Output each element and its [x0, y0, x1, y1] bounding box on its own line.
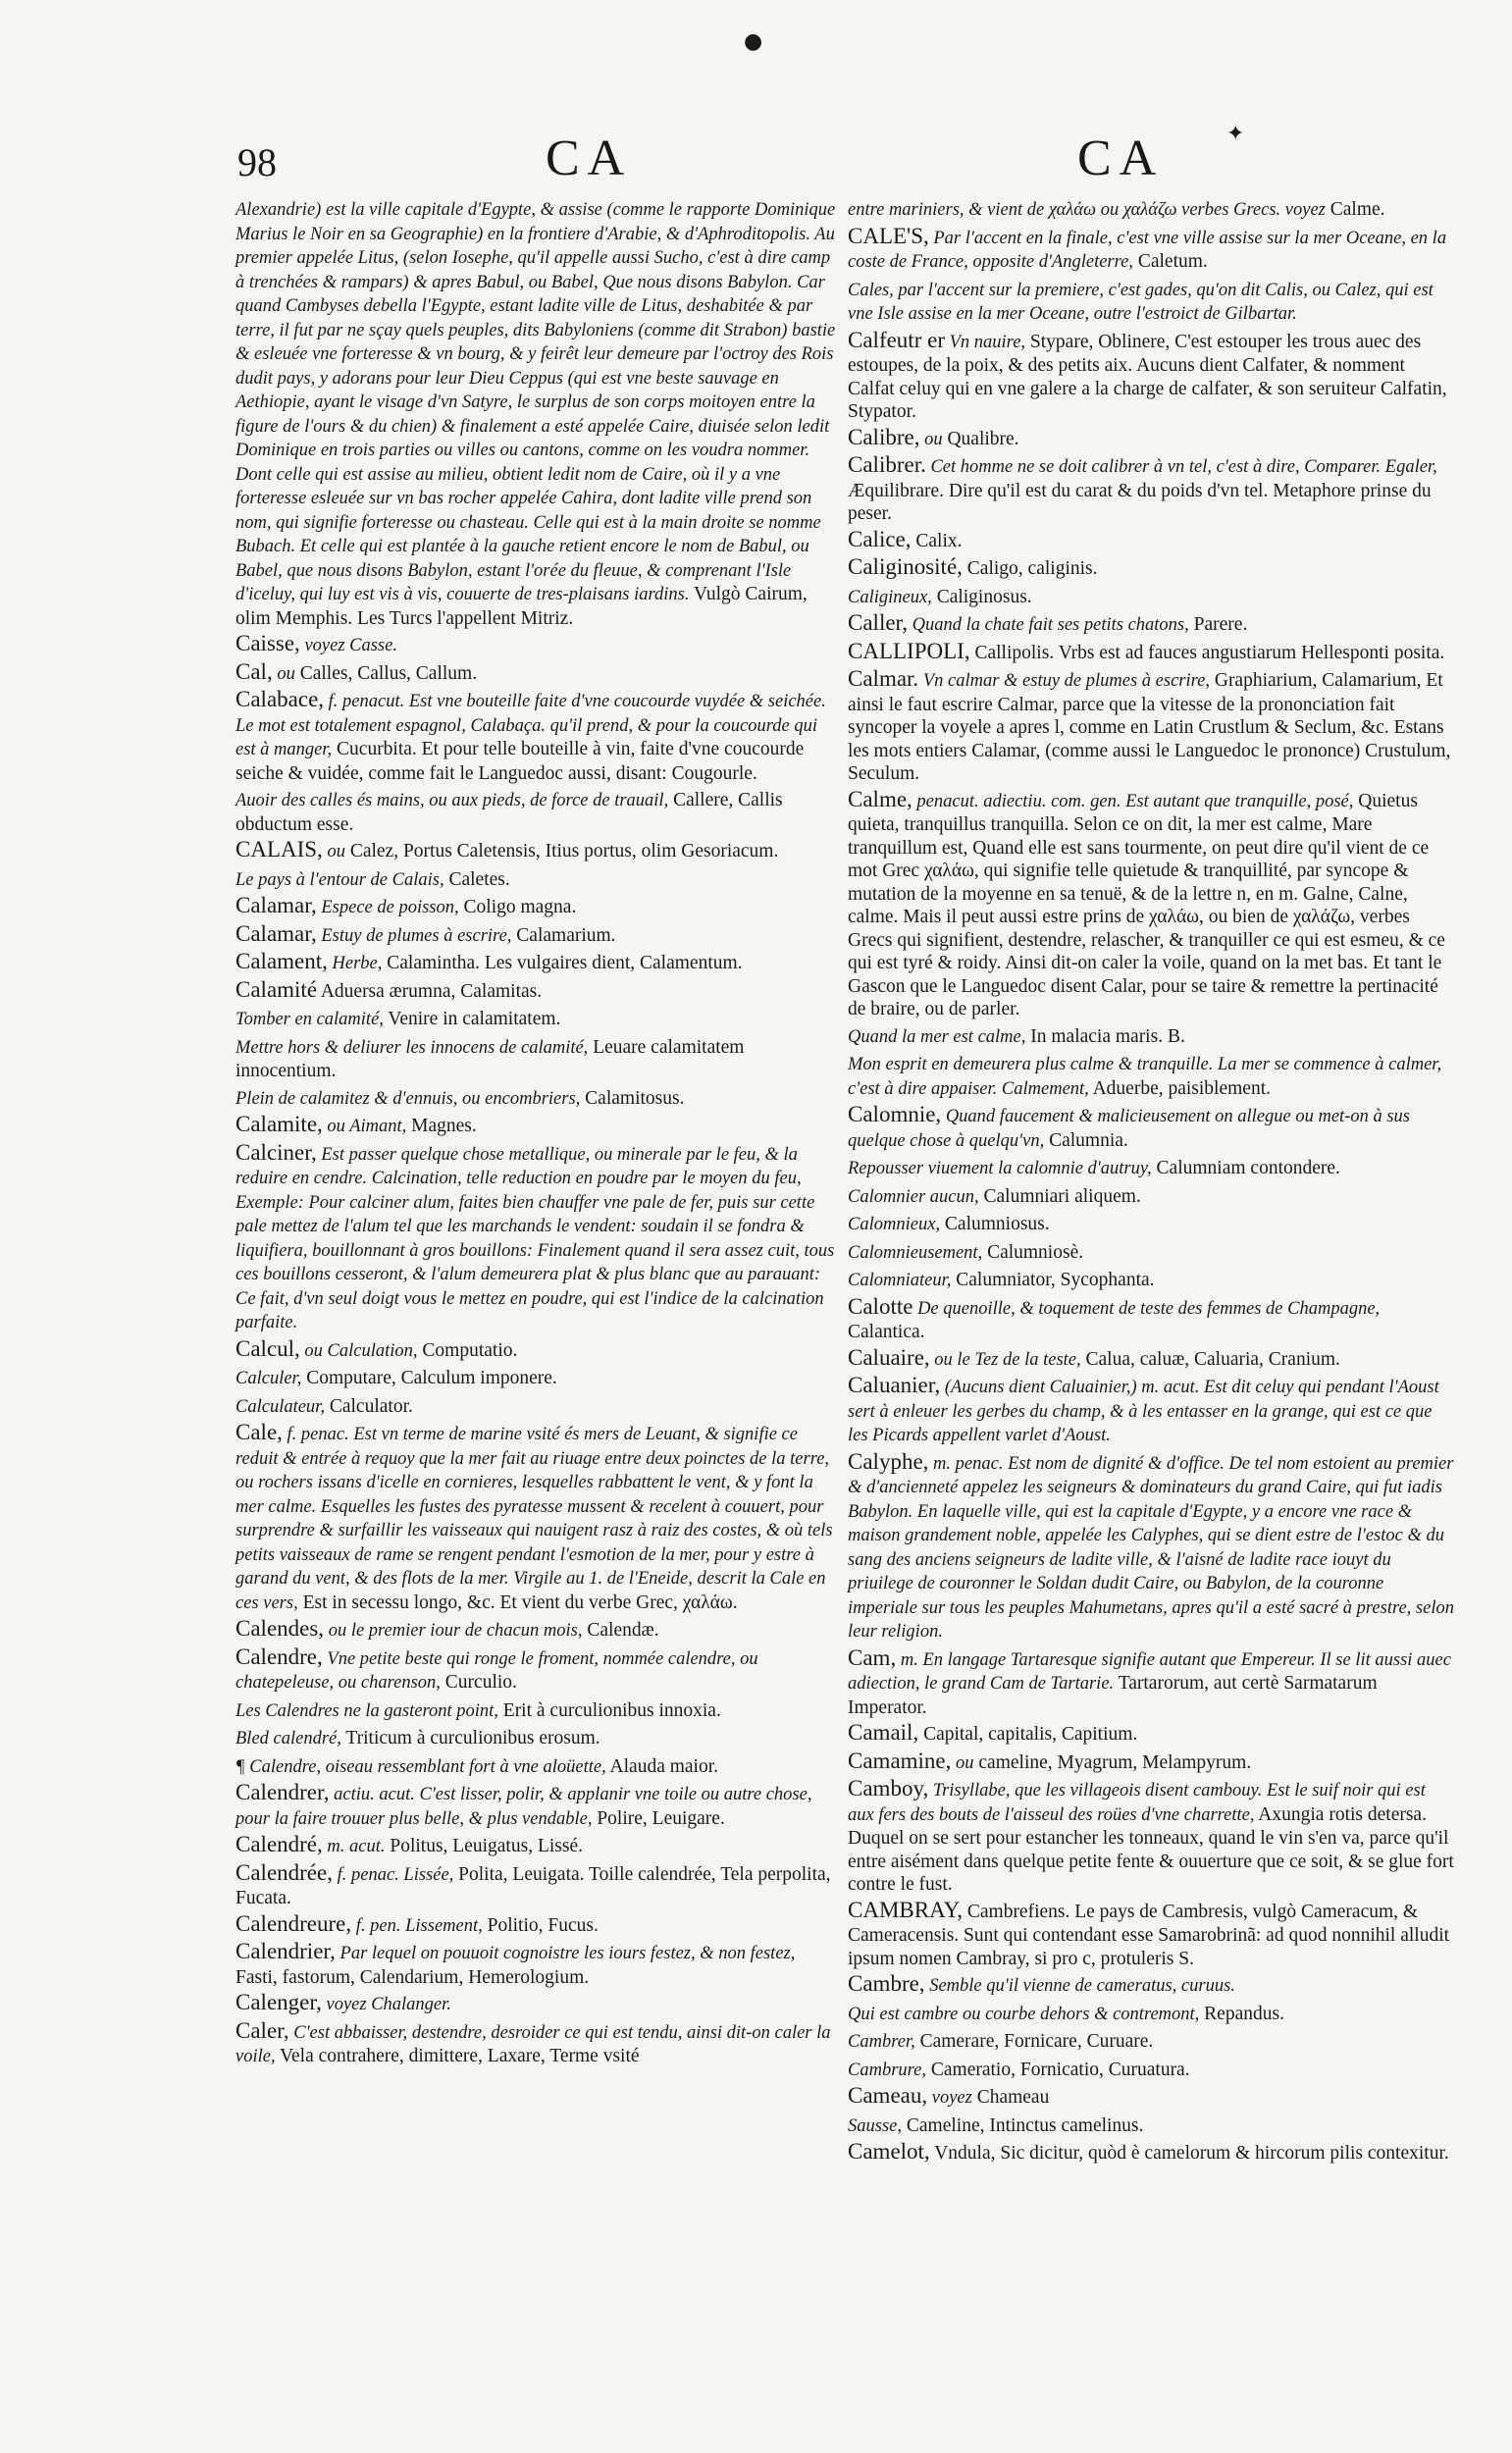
- page-number: 98: [237, 140, 277, 184]
- entry-latin-text: Qualibre.: [942, 428, 1019, 449]
- entry-latin-text: Caletum.: [1132, 251, 1208, 272]
- entry-french-text: Trisyllabe, que les villageois disent cambouy. Est le suif noir qui est aux fers des bouts de l'aisseul des roües d'vne charrette,: [848, 1781, 1426, 1825]
- dictionary-entry: [235, 1393, 842, 1420]
- entry-latin-text: Graphiarium, Calamarium, Et ainsi le faut escrire Calmar, parce que la vitesse de la prononciation fait syncoper la voyele a apres l, comme en Latin Crustlum & Seclum, &c. Estans les mots entiers Calamar, (comme aussi le Languedoc le prononce) Crustulum, Seculum.: [848, 670, 1451, 784]
- entry-headword: Calendrer,: [235, 1780, 330, 1804]
- entry-latin-text: Computare, Calculum imponere.: [301, 1368, 557, 1388]
- entry-french-text: Vne petite beste qui ronge le froment, nommée calendre, ou chatepeleuse, ou charenson,: [235, 1648, 758, 1693]
- dictionary-entry: [848, 528, 1454, 554]
- entry-french-text: f. penacut. Est vne bouteille faite d'vne coucourde vuydée & seichée. Le mot est totalement espagnol, Calabaça. qu'il prend, & pour la coucourde qui est à manger,: [235, 692, 826, 759]
- entry-french-text: De quenoille, & toquement de teste des femmes de Champagne,: [912, 1298, 1381, 1319]
- dictionary-entry: [235, 632, 842, 658]
- entry-headword: Caliginosité,: [848, 554, 963, 579]
- entry-headword: Calotte: [848, 1293, 913, 1319]
- right-column: [848, 196, 1454, 2168]
- entry-latin-text: Axungia rotis detersa. Duquel on se sert pour estancher les tonneaux, quand le vin s'en va, parce qu'il entre aisément dans quelque petite fente & ouuerture que ce soit, & se glue fort contre le fust.: [848, 1803, 1454, 1895]
- running-head-right: CA: [1077, 130, 1165, 186]
- entry-latin-text: Calculator.: [324, 1395, 413, 1417]
- dictionary-entry: [848, 1103, 1454, 1153]
- entry-french-text: Le pays à l'entour de Calais,: [235, 869, 444, 890]
- entry-french-text: Calculateur,: [235, 1396, 325, 1417]
- entry-headword: Caluaire,: [848, 1344, 930, 1370]
- dictionary-entry: [235, 1991, 842, 2017]
- entry-headword: Calamar,: [235, 893, 317, 917]
- entry-headword: CALLIPOLI,: [848, 638, 970, 663]
- entry-latin-text: Cucurbita. Et pour telle bouteille à vin, faite d'vne coucourde seiche & vuidée, comme fait le Languedoc aussi, disant: Cougourle.: [235, 739, 805, 784]
- entry-french-text: Quand faucement & malicieusement on allegue ou met-on à sus quelque chose à quelqu'vn,: [848, 1107, 1411, 1151]
- entry-latin-text: Caligo, caliginis.: [962, 558, 1098, 579]
- entry-french-text: Alexandrie) est la ville capitale d'Egypte, & assise (comme le rapporte Dominique Marius le Noir en sa Geographie) en la frontiere d'Arabie, & d'Aphroditopolis. Au premier appelée Litus, (selon Iosephe, qu'il appelle aussi Sucho, c'est à dire camp à trenchées & rampars) & apres Babul, ou Babel, Que nous disons Babylon. Car quand Cambyses debella l'Egypte, estant ladite ville de Litus, deshabitée & par terre, il fut par ne sçay quels peuples, dits Babyloniens (comme dit Strabon) bastie & esleuée vne forteresse & vn bourg, & y feirêt leur demeure par l'octroy des Rois dudit pays, y adorans pour leur Dieu Ceppus (qui est vne beste sauvage en Aethiopie, ayant le visage d'vn Satyre, le surplus de son corps moitoyen entre la figure de l'ours & du chien) & finalement a esté appelée Caire, diuisée selon ledit Dominique en trois parties ou villes ou cantons, comme on les voudra nommer. Dont celle qui est assise au milieu, obtient ledit nom de Caire, où il y a vne forteresse esleuée sur vn bas rocher appelée Cahira, dont ladite ville prend son nom, qui signifie forteresse ou chasteau. Celle qui est à la main droite se nomme Bubach. Et celle qui est plantée à la gauche retient encore le nom de Babul, ou Babel, que nous disons Babylon, estant l'orée du fleuue, & comprenant l'Isle d'iceluy, qui luy est vis à vis, couuerte de tres-plaisans iardins.: [235, 200, 836, 604]
- entry-french-text: ou: [951, 1752, 974, 1773]
- dictionary-entry: [235, 1781, 842, 1831]
- dictionary-entry: [235, 1337, 842, 1364]
- entry-headword: Calenger,: [235, 1990, 322, 2014]
- entry-french-text: ou le premier iour de chacun mois,: [324, 1621, 583, 1641]
- entry-french-text: f. penac. Lissée,: [332, 1864, 454, 1885]
- entry-french-text: actiu. acut. C'est lisser, polir, & applanir vne toile ou autre chose, pour la faire trouuer plus belle, & plus vendable,: [235, 1785, 812, 1829]
- entry-french-text: Semble qu'il vienne de cameratus, curuus.: [924, 1976, 1235, 1996]
- entry-french-text: Les Calendres ne la gasteront point,: [235, 1700, 498, 1721]
- entry-headword: Calibrer.: [848, 452, 926, 477]
- dictionary-entry: [235, 660, 842, 687]
- entry-headword: Cambre,: [848, 1971, 925, 1996]
- dictionary-entry: [848, 2084, 1454, 2111]
- dictionary-entry: [235, 1113, 842, 1139]
- entry-latin-text: Computatio.: [417, 1339, 518, 1361]
- dictionary-entry: [848, 788, 1454, 1021]
- entry-latin-text: Parere.: [1188, 614, 1248, 635]
- dictionary-entry: [848, 611, 1454, 638]
- entry-french-text: entre mariniers, & vient de χαλάω ou χαλάζω verbes Grecs. voyez: [848, 200, 1326, 220]
- entry-french-text: Quand la chate fait ses petits chatons,: [908, 615, 1189, 635]
- entry-french-text: Calculer,: [235, 1369, 302, 1388]
- entry-latin-text: Calumniam contondere.: [1151, 1158, 1340, 1178]
- entry-latin-text: Chameau: [971, 2087, 1050, 2108]
- dictionary-entry: [235, 1912, 842, 1939]
- entry-latin-text: Repandus.: [1199, 2003, 1284, 2024]
- entry-headword: Calabace,: [235, 687, 325, 711]
- entry-latin-text: Fasti, fastorum, Calendarium, Hemerologium.: [235, 1966, 590, 1988]
- entry-latin-text: In malacia maris. B.: [1025, 1025, 1185, 1047]
- entry-french-text: Par l'accent en la finale, c'est vne ville assise sur la mer Oceane, en la coste de France, opposite d'Angleterre,: [848, 228, 1447, 272]
- dictionary-entry: [848, 453, 1454, 526]
- entry-latin-text: Calumnia.: [1044, 1129, 1128, 1151]
- entry-french-text: Calomnieusement,: [848, 1242, 983, 1263]
- entry-latin-text: Cameline, Intinctus camelinus.: [902, 2114, 1144, 2136]
- dictionary-entry: [848, 2001, 1454, 2027]
- entry-french-text: ou: [919, 429, 943, 449]
- entry-latin-text: Polita, Leuigata. Toille calendrée, Tela perpolita, Fucata.: [235, 1863, 831, 1908]
- dictionary-entry: [848, 1721, 1454, 1748]
- entry-french-text: Calomnier aucun,: [848, 1186, 979, 1207]
- entry-headword: Cale,: [235, 1420, 283, 1444]
- dictionary-entry: [235, 1833, 842, 1859]
- entry-french-text: ¶ Calendre, oiseau ressemblant fort à vne aloüette,: [235, 1756, 606, 1777]
- dictionary-entry: [848, 196, 1454, 223]
- entry-headword: Calibre,: [848, 424, 920, 449]
- entry-french-text: Espece de poisson,: [316, 898, 459, 917]
- entry-french-text: Qui est cambre ou courbe dehors & contremont,: [848, 2004, 1200, 2024]
- dictionary-entry: [848, 584, 1454, 610]
- ornament-mark: ●: [744, 29, 763, 54]
- dictionary-entry: [848, 1450, 1454, 1644]
- entry-latin-text: cameline, Myagrum, Melampyrum.: [973, 1751, 1252, 1773]
- entry-latin-text: Calamarium.: [511, 924, 616, 946]
- dictionary-entry: [235, 1753, 842, 1780]
- entry-latin-text: Calumniosè.: [982, 1241, 1084, 1263]
- dictionary-entry: [848, 277, 1454, 327]
- entry-latin-text: Vndula, Sic dicitur, quòd è camelorum & hircorum pilis contexitur.: [929, 2143, 1449, 2164]
- entry-latin-text: Calamintha. Les vulgaires dient, Calamentum.: [382, 953, 743, 973]
- dictionary-entry: [848, 640, 1454, 666]
- dictionary-entry: [848, 1749, 1454, 1776]
- entry-latin-text: Curculio.: [440, 1672, 517, 1693]
- entry-headword: Calyphe,: [848, 1448, 929, 1474]
- entry-latin-text: Vela contrahere, dimittere, Laxare, Terme vsité: [275, 2046, 640, 2066]
- entry-french-text: Cambrure,: [848, 2060, 926, 2080]
- entry-french-text: f. penac. Est vn terme de marine vsité és mers de Leuant, & signifie ce reduit & entrée à requoy que la mer fait au riuage entre deux poinctes de la terre, ou rochers issans d'icelle en cornieres, lesquelles rabbattent le vent, & y font la mer calme. Esquelles les fustes des pyratesse mussent & recelent à couuert, pour surprendre & surfaillir les vaisseaux qui nauigent rasz à raiz des costes, & où tels petits vaisseaux de rame se rengent pendant l'esmotion de la mer, pour y estre à garand du vent, & des flots de la mer. Virgile au 1. de l'Eneide, descrit la Cale en ces vers,: [235, 1425, 833, 1613]
- entry-french-text: Sausse,: [848, 2115, 902, 2136]
- entry-headword: Camail,: [848, 1720, 919, 1745]
- entry-headword: Calamite,: [235, 1112, 323, 1136]
- entry-latin-text: Caliginosus.: [931, 586, 1032, 607]
- entry-latin-text: Cambrefiens. Le pays de Cambresis, vulgò Cameracum, & Cameracensis. Sunt qui contendant esse Samarobrinã: ad quod nonnihil alludit ipsum nomen Cambray, si pro c, protuleris S.: [848, 1901, 1450, 1969]
- entry-headword: Calendes,: [235, 1616, 325, 1641]
- entry-french-text: Calomniateur,: [848, 1271, 952, 1290]
- dictionary-entry: [235, 1365, 842, 1391]
- entry-latin-text: Calles, Callus, Callum.: [294, 662, 478, 684]
- entry-headword: Calfeutr er: [848, 327, 945, 352]
- entry-french-text: Est passer quelque chose metallique, ou minerale par le feu, & la reduire en cendre. Calcination, telle reduction en poudre par le moyen du feu, Exemple: Pour calciner alum, faites bien chauffer vne pale de fer, puis sur cette pale mettez de l'alum tel que les marchands le vendent: soudain il se fondra & liquifiera, bouillonnant à gros bouillons: Finalement quand il sera assez cuit, tous ces bouillons cesseront, & l'alum demeurera plat & plus blanc que au parauant: Ce fait, d'vn seul doigt vous le mettez en poudre, qui est l'indice de la calcination parfaite.: [235, 1144, 835, 1332]
- dictionary-entry: [848, 1239, 1454, 1266]
- dictionary-entry: [235, 1006, 842, 1032]
- dictionary-entry: [848, 1346, 1454, 1373]
- entry-french-text: Cambrer,: [848, 2032, 915, 2052]
- dictionary-entry: [235, 1141, 842, 1335]
- entry-headword: CAMBRAY,: [848, 1897, 963, 1922]
- entry-french-text: voyez: [927, 2088, 972, 2108]
- dictionary-entry: [848, 426, 1454, 452]
- entry-latin-text: Calendæ.: [582, 1620, 659, 1641]
- entry-headword: Calendré,: [235, 1832, 323, 1856]
- dictionary-entry: [848, 225, 1454, 275]
- entry-french-text: Auoir des calles és mains, ou aux pieds, de force de trauail,: [235, 791, 669, 810]
- dictionary-entry: [848, 1051, 1454, 1101]
- entry-headword: Calendrier,: [235, 1939, 336, 1963]
- dictionary-entry: [235, 1421, 842, 1615]
- entry-headword: Calendrée,: [235, 1859, 333, 1885]
- dictionary-entry: [848, 1295, 1454, 1344]
- entry-latin-text: Camerare, Fornicare, Curuare.: [914, 2031, 1154, 2052]
- dictionary-entry: [848, 1374, 1454, 1448]
- entry-headword: Cal,: [235, 658, 273, 684]
- dictionary-entry: [235, 1725, 842, 1751]
- entry-latin-text: Aduersa ærumna, Calamitas.: [317, 980, 543, 1002]
- dictionary-entry: [848, 1023, 1454, 1050]
- entry-latin-text: Vulgò Cairum, olim Memphis. Les Turcs l'appellent Mitriz.: [235, 584, 808, 629]
- entry-latin-text: Leuare calamitatem innocentium.: [235, 1036, 745, 1081]
- entry-headword: CALAIS,: [235, 837, 323, 861]
- entry-french-text: Caligineux,: [848, 587, 932, 607]
- dictionary-entry: [235, 688, 842, 785]
- entry-headword: Calament,: [235, 949, 328, 973]
- entry-french-text: penacut. adiectiu. com. gen. Est autant que tranquille, posé,: [912, 791, 1354, 811]
- entry-french-text: f. pen. Lissement,: [351, 1915, 483, 1936]
- dictionary-entry: [848, 1777, 1454, 1897]
- entry-headword: Camelot,: [848, 2139, 930, 2164]
- entry-headword: Camamine,: [848, 1748, 952, 1773]
- entry-french-text: ou le Tez de la teste,: [929, 1349, 1081, 1370]
- dictionary-entry: [235, 838, 842, 864]
- entry-headword: Calice,: [848, 526, 912, 551]
- entry-latin-text: Caletes.: [443, 868, 510, 890]
- entry-headword: Calamar,: [235, 920, 317, 946]
- entry-french-text: Vn nauire,: [944, 332, 1026, 352]
- dictionary-entry: [235, 950, 842, 976]
- dictionary-entry: [848, 1155, 1454, 1181]
- entry-french-text: ou Calculation,: [299, 1340, 418, 1361]
- entry-latin-text: Calantica.: [848, 1322, 925, 1342]
- entry-latin-text: Coligo magna.: [458, 897, 577, 917]
- entry-french-text: Bled calendré,: [235, 1729, 341, 1748]
- entry-headword: Calamité: [235, 976, 318, 1002]
- dictionary-entry: [235, 2019, 842, 2069]
- entry-french-text: ou: [322, 842, 345, 861]
- entry-french-text: Estuy de plumes à escrire,: [316, 925, 512, 946]
- dictionary-entry: [235, 1940, 842, 1989]
- entry-french-text: Repousser viuement la calomnie d'autruy,: [848, 1159, 1152, 1178]
- dictionary-entry: [848, 2140, 1454, 2166]
- entry-french-text: voyez Chalanger.: [321, 1995, 451, 2014]
- entry-headword: Calendreure,: [235, 1910, 352, 1936]
- entry-french-text: Tomber en calamité,: [235, 1010, 384, 1029]
- dictionary-entry: [848, 2057, 1454, 2083]
- dictionary-entry: [235, 978, 842, 1005]
- entry-latin-text: Est in secessu longo, &c. Et vient du verbe Grec, χαλάω.: [297, 1592, 738, 1613]
- entry-french-text: ou Aimant,: [322, 1117, 407, 1136]
- entry-latin-text: Politio, Fucus.: [482, 1914, 599, 1936]
- entry-latin-text: Quietus quieta, tranquillus tranquilla. Selon ce on dit, la mer est calme, Mare tranquillum est, Quand elle est sans tourmente, on peut dire qu'il vient de ce mot Grec χαλάω, qui signifie telle quietude & tranquillité, par syncope & mutation de la moyenne en sa tenuë, & de la lettre n, en m. Galne, Calne, calme. Mais il peut aussi estre prins de χαλάω, ou bien de χαλάζω, verbes Grecs qui signifient, destendre, relascher, & tranquiller ce qui est esmeu, & ce qui est tyré & roidy. Ainsi dit-on caler la voile, quand on la met bas. Et tant le Gascon que le Languedoc disent Calar, pour se taire & remettre la pertinacité de braire, ou de parler.: [848, 790, 1445, 1019]
- entry-headword: Cam,: [848, 1644, 897, 1670]
- entry-french-text: Calomnieux,: [848, 1215, 941, 1234]
- entry-french-text: Quand la mer est calme,: [848, 1026, 1026, 1047]
- entry-french-text: m. acut.: [322, 1837, 386, 1856]
- entry-latin-text: Calumniator, Sycophanta.: [951, 1270, 1155, 1290]
- entry-latin-text: Callipolis. Vrbs est ad fauces angustiarum Hellesponti posita.: [969, 642, 1445, 663]
- dictionary-entry: [235, 1861, 842, 1910]
- ornament-mark-right: ✦: [1226, 122, 1245, 146]
- entry-french-text: Plein de calamitez & d'ennuis, ou encombriers,: [235, 1088, 581, 1109]
- dictionary-entry: [235, 922, 842, 949]
- entry-latin-text: Æquilibrare. Dire qu'il est du carat & du poids d'vn tel. Metaphore prinse du peser.: [848, 480, 1432, 524]
- entry-french-text: Vn calmar & estuy de plumes à escrire,: [918, 671, 1210, 691]
- entry-headword: Camboy,: [848, 1776, 929, 1801]
- dictionary-entry: [848, 2113, 1454, 2139]
- entry-headword: Calomnie,: [848, 1102, 942, 1126]
- entry-latin-text: Venire in calamitatem.: [383, 1009, 561, 1029]
- entry-headword: Calme,: [848, 786, 912, 811]
- entry-latin-text: Stypare, Oblinere, C'est estouper les trous auec des estoupes, de la poix, & des petits aix. Aucuns dient Calfater, & nomment Calfat celuy qui en vne galere a la charge de calfater, & son seruiteur Calfatin, Stypator.: [848, 331, 1447, 422]
- dictionary-entry: [235, 1645, 842, 1696]
- entry-latin-text: Calua, caluæ, Caluaria, Cranium.: [1080, 1348, 1340, 1370]
- entry-french-text: m. penac. Est nom de dignité & d'office. De tel nom estoient au premier & d'ancienneté appelez les seigneurs & dominateurs du grand Caire, qui fut iadis Babylon. En laquelle ville, qui est la capitale d'Egypte, y a encore vne race & maison grandement noble, appelée les Calyphes, qui se dient estre de l'estoc & du sang des anciens seigneurs de ladite ville, & l'aisné de ladite race iouyt du priuilege de couronner le Soldan dudit Caire, ou Babylon, de la couronne imperiale sur tous les peuples Mahumetans, apres qu'il a esté sacré à prestre, selon leur religion.: [848, 1453, 1454, 1642]
- dictionary-entry: [235, 1617, 842, 1644]
- dictionary-entry: [235, 1034, 842, 1083]
- dictionary-entry: [235, 1697, 842, 1724]
- dictionary-entry: [848, 1211, 1454, 1237]
- entry-french-text: Mettre hors & deliurer les innocens de calamité,: [235, 1037, 589, 1058]
- entry-french-text: voyez Casse.: [299, 636, 397, 655]
- entry-headword: Caisse,: [235, 631, 300, 655]
- entry-french-text: Mon esprit en demeurera plus calme & tranquille. La mer se commence à calmer, c'est à dire appaiser. Calmement,: [848, 1055, 1442, 1099]
- entry-french-text: ou: [272, 663, 295, 684]
- entry-latin-text: Politus, Leuigatus, Lissé.: [385, 1836, 583, 1856]
- entry-headword: Caluanier,: [848, 1373, 941, 1397]
- dictionary-entry: [235, 894, 842, 920]
- dictionary-entry: [848, 2028, 1454, 2055]
- dictionary-entry: [848, 1646, 1454, 1720]
- dictionary-entry: [848, 1267, 1454, 1293]
- entry-french-text: Cet homme ne se doit calibrer à vn tel, c'est à dire, Comparer. Egaler,: [925, 457, 1437, 477]
- dictionary-entry: [235, 1085, 842, 1112]
- entry-latin-text: Erit à curculionibus innoxia.: [497, 1699, 721, 1721]
- entry-headword: Cameau,: [848, 2083, 928, 2108]
- entry-latin-text: Calumniosus.: [940, 1214, 1050, 1234]
- entry-latin-text: Calamitosus.: [580, 1087, 685, 1109]
- dictionary-entry: [848, 667, 1454, 786]
- dictionary-entry: [848, 1899, 1454, 1971]
- entry-latin-text: Tartarorum, aut certè Sarmatarum Imperator.: [848, 1673, 1378, 1718]
- dictionary-entry: [848, 329, 1454, 424]
- entry-latin-text: Polire, Leuigare.: [592, 1807, 725, 1829]
- entry-headword: CALE'S,: [848, 223, 929, 248]
- running-head-left: CA: [546, 130, 633, 186]
- dictionary-entry: [235, 787, 842, 836]
- entry-latin-text: Calme.: [1325, 199, 1385, 220]
- entry-latin-text: Calumniari aliquem.: [978, 1185, 1141, 1207]
- entry-french-text: Herbe,: [327, 954, 383, 973]
- dictionary-entry: [848, 555, 1454, 582]
- entry-latin-text: Alauda maior.: [605, 1755, 719, 1777]
- dictionary-entry: [848, 1972, 1454, 1999]
- entry-headword: Caler,: [235, 2017, 289, 2043]
- entry-headword: Calcul,: [235, 1335, 300, 1361]
- entry-latin-text: Triticum à curculionibus erosum.: [340, 1728, 600, 1748]
- page-header: [0, 0, 1512, 196]
- dictionary-entry: [848, 1183, 1454, 1210]
- dictionary-entry: [235, 196, 842, 630]
- left-column: [235, 196, 842, 2071]
- entry-french-text: m. En langage Tartaresque signifie autant que Empereur. Il se lit aussi auec adiection, le grand Cam de Tartarie.: [848, 1649, 1451, 1694]
- entry-latin-text: Cameratio, Fornicatio, Curuatura.: [926, 2059, 1190, 2080]
- entry-headword: Calciner,: [235, 1139, 317, 1165]
- entry-latin-text: Aduerbe, paisiblement.: [1088, 1077, 1271, 1099]
- entry-latin-text: Callere, Callis obductum esse.: [235, 790, 783, 835]
- entry-french-text: Cales, par l'accent sur la premiere, c'est gades, qu'on dit Calis, ou Calez, qui est vne Isle assise en la mer Oceane, outre l'estroict de Gilbartar.: [848, 280, 1434, 324]
- entry-headword: Caller,: [848, 610, 909, 635]
- entry-latin-text: Magnes.: [406, 1116, 477, 1136]
- entry-latin-text: Calix.: [911, 530, 963, 551]
- entry-french-text: Par lequel on pouuoit cognoistre les iours festez, & non festez,: [335, 1944, 796, 1963]
- entry-french-text: C'est abbaisser, destendre, desroider ce qui est tendu, ainsi dit-on caler la voile,: [235, 2022, 831, 2066]
- entry-french-text: (Aucuns dient Caluainier,) m. acut. Est dit celuy qui pendant l'Aoust sert à enleuer les gerbes du champ, & à les entasser en la grange, qui est ce que les Picards appellent varlet d'Aoust.: [848, 1378, 1439, 1445]
- entry-headword: Calmar.: [848, 666, 919, 691]
- entry-latin-text: Capital, capitalis, Capitium.: [918, 1724, 1138, 1745]
- entry-latin-text: Calez, Portus Caletensis, Itius portus, olim Gesoriacum.: [344, 841, 779, 861]
- entry-headword: Calendre,: [235, 1644, 323, 1669]
- dictionary-entry: [235, 866, 842, 893]
